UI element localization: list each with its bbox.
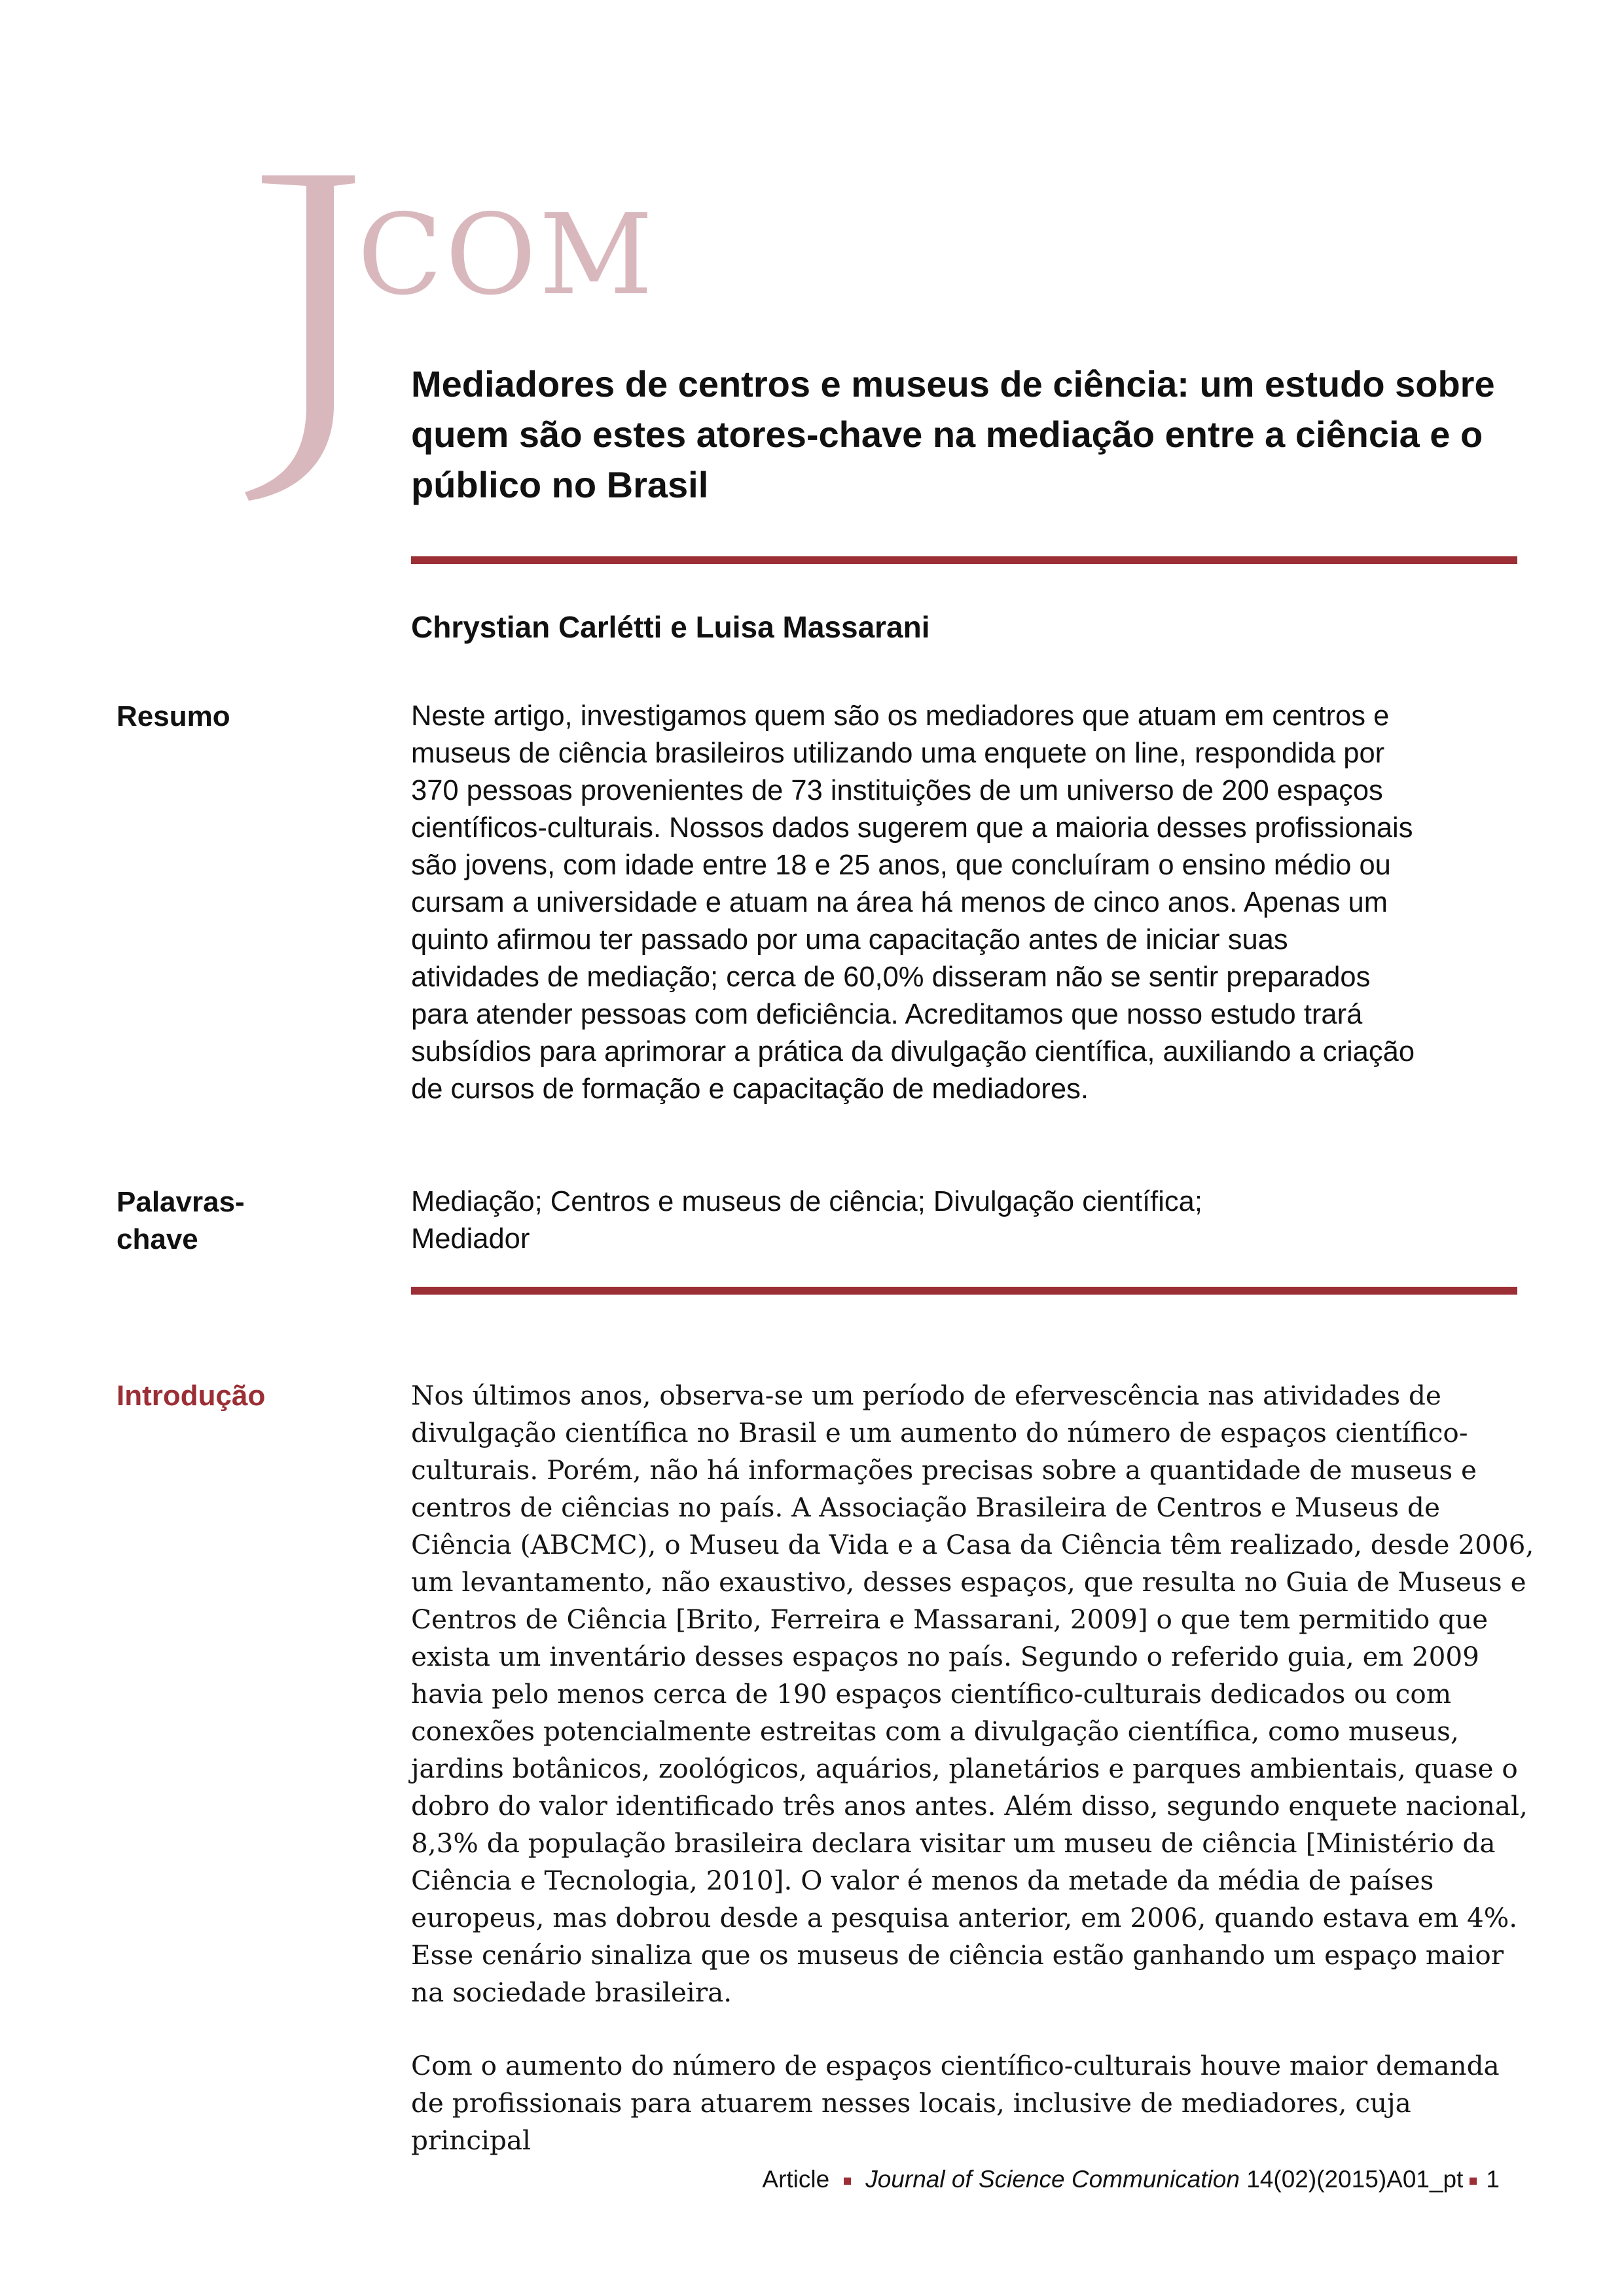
title-divider <box>411 556 1517 564</box>
keywords-label-line1: Palavras- <box>117 1186 245 1218</box>
authors: Chrystian Carlétti e Luisa Massarani <box>411 610 930 644</box>
section-heading-introducao: Introdução <box>117 1380 266 1412</box>
logo-j-shape <box>245 175 355 501</box>
intro-paragraph-2: Com o aumento do número de espaços científico-culturais houve maior demanda de profissionais para atuarem nesses locais, inclusive de mediadores, cuja principal <box>411 2050 1500 2156</box>
footer-separator-icon <box>1470 2178 1477 2185</box>
footer-separator-icon <box>844 2178 851 2185</box>
keywords-label <box>117 1183 378 1258</box>
abstract-label: Resumo <box>117 700 230 732</box>
footer-issue: 14(02)(2015)A01_pt <box>1246 2166 1464 2193</box>
keywords-line1: Mediação; Centros e museus de ciência; Divulgação científica; <box>411 1186 1202 1217</box>
keywords-text <box>411 1183 1327 1258</box>
abstract-text: Neste artigo, investigamos quem são os mediadores que atuam em centros e museus de ciência brasileiros utilizando uma enquete on line, respondida por 370 pessoas provenientes de 73 instituições de um universo de 200 espaços científicos-culturais. Nossos dados sugerem que a maioria desses profissionais são jovens, com idade entre 18 e 25 anos, que concluíram o ensino médio ou cursam a universidade e atuam na área há menos de cinco anos. Apenas um quinto afirmou ter passado por uma capacitação antes de iniciar suas atividades de mediação; cerca de 60,0% disseram não se sentir preparados para atender pessoas com deficiência. Acreditamos que nosso estudo trará subsídios para aprimorar a prática da divulgação científica, auxiliando a criação de cursos de formação e capacitação de mediadores. <box>411 700 1415 1105</box>
footer-article: Article <box>762 2166 830 2193</box>
logo-com-text: COM <box>357 190 656 320</box>
page-footer <box>762 2164 1500 2195</box>
article-title: Mediadores de centros e museus de ciência: um estudo sobre quem são estes atores-chave na mediação entre a ciência e o público no Brasil <box>411 363 1495 505</box>
page-number: 1 <box>1486 2166 1500 2193</box>
intro-paragraph-1: Nos últimos anos, observa-se um período de efervescência nas atividades de divulgação científica no Brasil e um aumento do número de espaços científico-culturais. Porém, não há informações precisas sobre a quantidade de museus e centros de ciências no país. A Associação Brasileira de Centros e Museus de Ciência (ABCMC), o Museu da Vida e a Casa da Ciência têm realizado, desde 2006, um levantamento, não exaustivo, desses espaços, que resulta no Guia de Museus e Centros de Ciência [Brito, Ferreira e Massarani, 2009] o que tem permitido que exista um inventário desses espaços no país. Segundo o referido guia, em 2009 havia pelo menos cerca de 190 espaços científico-culturais dedicados ou com conexões potencialmente estreitas com a divulgação científica, como museus, jardins botânicos, zoológicos, aquários, planetários e parques ambientais, quase o dobro do valor identificado três anos antes. Além disso, segundo enquete nacional, 8,3% da população brasileira declara visitar um museu de ciência [Ministério da Ciência e Tecnologia, 2010]. O valor é menos da metade da média de países europeus, mas dobrou desde a pesquisa anterior, em 2006, quando estava em 4%. Esse cenário sinaliza que os museus de ciência estão ganhando um espaço maior na sociedade brasileira. <box>411 1380 1534 2008</box>
keywords-divider <box>411 1287 1517 1295</box>
keywords-line2: Mediador <box>411 1223 530 1255</box>
footer-journal: Journal of Science Communication <box>865 2166 1240 2193</box>
keywords-label-line2: chave <box>117 1223 198 1255</box>
